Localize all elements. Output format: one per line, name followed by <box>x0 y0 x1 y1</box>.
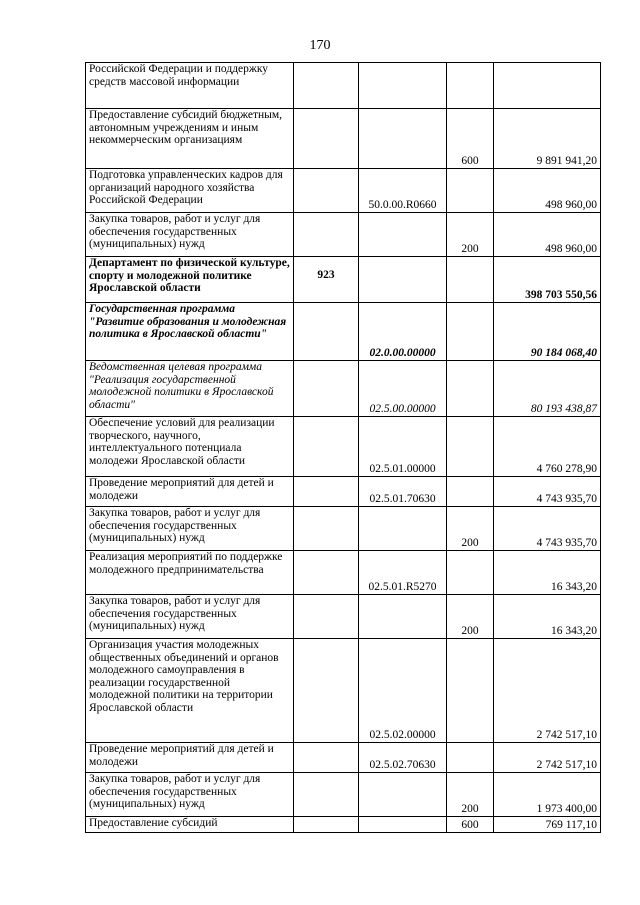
row-dept <box>294 639 359 743</box>
table-row <box>86 743 601 773</box>
row-name: Проведение мероприятий для детей и молодежи <box>86 477 294 507</box>
row-vr <box>447 303 494 361</box>
row-vr <box>447 551 494 595</box>
row-vr <box>447 639 494 743</box>
row-vr: 200 <box>447 507 494 551</box>
table-row <box>86 417 601 477</box>
table-row <box>86 773 601 817</box>
row-csr: 50.0.00.R0660 <box>359 169 447 213</box>
row-csr: 02.5.02.00000 <box>359 639 447 743</box>
table-row <box>86 213 601 257</box>
row-csr: 02.5.01.R5270 <box>359 551 447 595</box>
row-dept <box>294 507 359 551</box>
row-name: Закупка товаров, работ и услуг для обеспечения государственных (муниципальных) нужд <box>86 595 294 639</box>
table-row <box>86 169 601 213</box>
row-name: Российской Федерации и поддержку средств массовой информации <box>86 63 294 109</box>
row-name: Закупка товаров, работ и услуг для обеспечения государственных (муниципальных) нужд <box>86 213 294 257</box>
row-dept <box>294 169 359 213</box>
table-row <box>86 477 601 507</box>
row-csr: 02.5.00.00000 <box>359 361 447 417</box>
table-row <box>86 257 601 303</box>
table-row <box>86 551 601 595</box>
row-csr <box>359 63 447 109</box>
row-sum: 16 343,20 <box>494 595 601 639</box>
row-vr: 200 <box>447 773 494 817</box>
row-sum: 16 343,20 <box>494 551 601 595</box>
row-sum: 498 960,00 <box>494 169 601 213</box>
row-dept <box>294 551 359 595</box>
row-csr <box>359 507 447 551</box>
row-vr: 600 <box>447 817 494 833</box>
row-csr <box>359 773 447 817</box>
row-csr: 02.5.01.70630 <box>359 477 447 507</box>
table-row <box>86 817 601 833</box>
row-vr <box>447 169 494 213</box>
row-dept: 923 <box>294 257 359 303</box>
row-dept <box>294 743 359 773</box>
row-vr <box>447 63 494 109</box>
row-csr <box>359 109 447 169</box>
row-sum: 9 891 941,20 <box>494 109 601 169</box>
row-csr: 02.0.00.00000 <box>359 303 447 361</box>
table-row <box>86 595 601 639</box>
row-csr <box>359 595 447 639</box>
row-dept <box>294 361 359 417</box>
row-sum: 80 193 438,87 <box>494 361 601 417</box>
row-sum <box>494 63 601 109</box>
row-sum: 2 742 517,10 <box>494 743 601 773</box>
row-name: Закупка товаров, работ и услуг для обеспечения государственных (муниципальных) нужд <box>86 507 294 551</box>
row-csr: 02.5.02.70630 <box>359 743 447 773</box>
row-sum: 4 743 935,70 <box>494 507 601 551</box>
table-row <box>86 303 601 361</box>
row-dept <box>294 417 359 477</box>
row-csr <box>359 213 447 257</box>
page-number: 170 <box>309 38 331 53</box>
row-dept <box>294 303 359 361</box>
row-vr: 200 <box>447 595 494 639</box>
row-vr <box>447 361 494 417</box>
row-vr <box>447 257 494 303</box>
table-row <box>86 507 601 551</box>
row-vr: 600 <box>447 109 494 169</box>
row-vr: 200 <box>447 213 494 257</box>
row-dept <box>294 213 359 257</box>
row-name: Ведомственная целевая программа "Реализация государственной молодежной политики в Ярославской области" <box>86 361 294 417</box>
row-name: Подготовка управленческих кадров для организаций народного хозяйства Российской Федерации <box>86 169 294 213</box>
row-sum: 2 742 517,10 <box>494 639 601 743</box>
row-name: Департамент по физической культуре, спорту и молодежной политике Ярославской области <box>86 257 294 303</box>
row-name: Организация участия молодежных общественных объединений и органов молодежного самоуправления в реализации государственной молодежной политики на территории Ярославской области <box>86 639 294 743</box>
table-row <box>86 361 601 417</box>
row-name: Обеспечение условий для реализации творческого, научного, интеллектуального потенциала молодежи Ярославской области <box>86 417 294 477</box>
row-sum: 498 960,00 <box>494 213 601 257</box>
row-name: Предоставление субсидий бюджетным, автономным учреждениям и иным некоммерческим организациям <box>86 109 294 169</box>
row-sum: 4 760 278,90 <box>494 417 601 477</box>
row-dept <box>294 477 359 507</box>
budget-table <box>85 62 601 833</box>
row-vr <box>447 477 494 507</box>
row-sum: 398 703 550,56 <box>494 257 601 303</box>
row-dept <box>294 63 359 109</box>
row-vr <box>447 743 494 773</box>
table-row <box>86 639 601 743</box>
row-dept <box>294 109 359 169</box>
row-name: Реализация мероприятий по поддержке молодежного предпринимательства <box>86 551 294 595</box>
row-csr <box>359 257 447 303</box>
row-sum: 769 117,10 <box>494 817 601 833</box>
row-dept <box>294 773 359 817</box>
row-name: Предоставление субсидий <box>86 817 294 833</box>
row-sum: 4 743 935,70 <box>494 477 601 507</box>
row-dept <box>294 817 359 833</box>
row-name: Закупка товаров, работ и услуг для обеспечения государственных (муниципальных) нужд <box>86 773 294 817</box>
row-csr <box>359 817 447 833</box>
row-dept <box>294 595 359 639</box>
row-sum: 1 973 400,00 <box>494 773 601 817</box>
table-row <box>86 109 601 169</box>
row-name: Проведение мероприятий для детей и молодежи <box>86 743 294 773</box>
table-row <box>86 63 601 109</box>
row-csr: 02.5.01.00000 <box>359 417 447 477</box>
row-name: Государственная программа "Развитие образования и молодежная политика в Ярославской области" <box>86 303 294 361</box>
row-sum: 90 184 068,40 <box>494 303 601 361</box>
row-vr <box>447 417 494 477</box>
